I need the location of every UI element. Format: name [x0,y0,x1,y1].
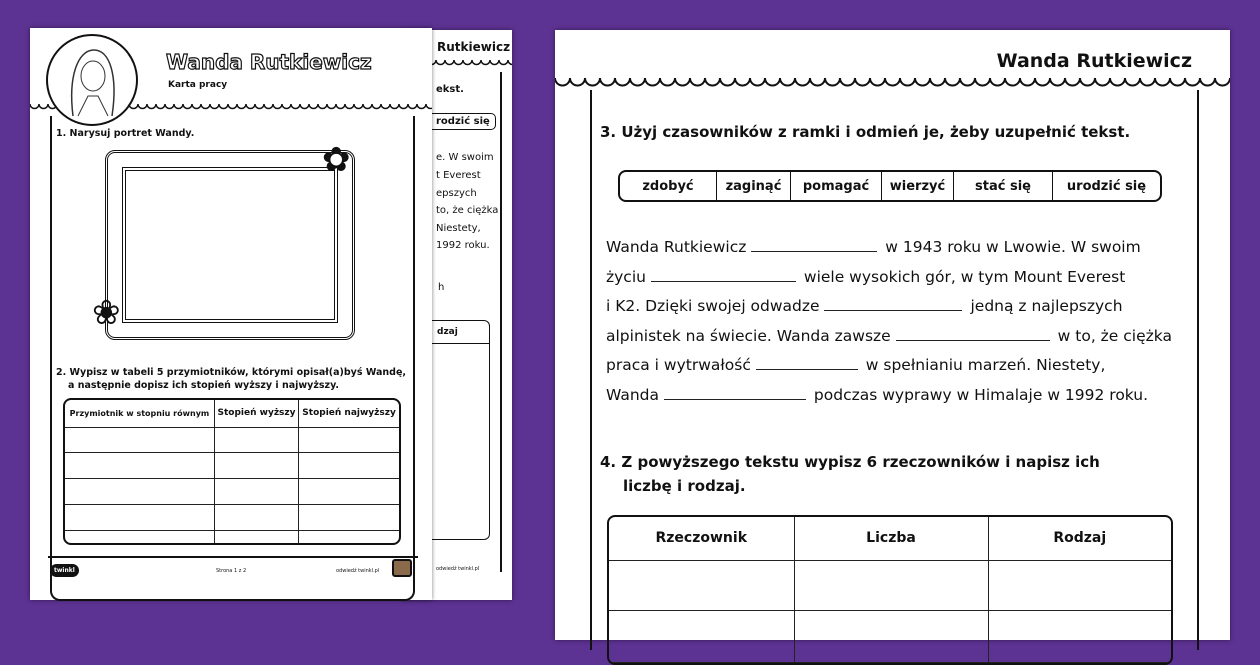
table-cell[interactable] [214,479,298,505]
text: życiu [606,267,651,286]
table-cell[interactable] [65,479,214,505]
page-title: Wanda Rutkiewicz [166,50,372,74]
paragraph-line [606,381,1172,411]
table-cell[interactable] [299,453,399,479]
question-3: 3. Użyj czasowników z ramki i odmień je, żeby uzupełnić tekst. [600,123,1131,141]
woman-portrait-icon [48,36,136,124]
table-cell[interactable] [65,453,214,479]
table-header: Liczba [794,517,988,560]
table-header: Przymiotnik w stopniu równym [65,400,214,427]
question-4-cont: liczbę i rodzaj. [623,477,746,495]
fragment: to, że ciężka [436,205,499,216]
blank-field[interactable] [824,310,962,311]
table-cell[interactable] [299,504,399,530]
blank-field[interactable] [664,399,806,400]
table-cell[interactable] [65,427,214,453]
table-cell[interactable] [609,610,794,663]
text: Wanda [606,385,664,404]
fragment: t Everest [436,170,481,181]
text: jedną z najlepszych [970,297,1123,316]
table-cell[interactable] [299,427,399,453]
table-cell[interactable] [299,530,399,543]
verb-option: pomagać [791,172,882,200]
table-header: Stopień najwyższy [299,400,399,427]
paragraph-line [606,233,1172,263]
paragraph-line [606,292,1172,322]
table-cell[interactable] [794,610,988,663]
back-page-title: Rutkiewicz [437,40,511,54]
verb-option: wierzyć [882,172,954,200]
text: Wanda Rutkiewicz [606,238,752,256]
fragment: e. W swoim [436,152,494,163]
table-cell[interactable] [214,530,298,543]
table-header: Rzeczownik [609,517,794,560]
worksheet-page-1[interactable] [30,28,432,600]
worksheet-page-2[interactable] [555,30,1230,640]
table-cell[interactable] [65,504,214,530]
question-4: 4. Z powyższego tekstu wypisz 6 rzeczowników i napisz ich [600,453,1100,471]
table-cell[interactable] [214,427,298,453]
paragraph-line [606,322,1172,352]
portrait-frame [105,150,355,340]
blank-field[interactable] [896,340,1050,341]
verb-option: zdobyć [620,172,717,200]
blank-field[interactable] [651,281,796,282]
table-cell[interactable] [299,479,399,505]
fragment: epszych [436,188,477,199]
verb-option: stać się [954,172,1053,200]
fill-in-paragraph [606,233,1172,411]
paragraph-line [606,351,1172,381]
blank-field[interactable] [751,251,877,252]
subtitle: Karta pracy [168,80,228,90]
fragment: Niestety, [436,223,481,234]
paragraph-line [606,263,1172,293]
text: praca i wytrwałość [606,356,756,375]
adjective-table [63,398,401,545]
footer-link[interactable]: odwiedź twinkl.pl [436,566,480,572]
table-header: Rodzaj [988,517,1171,560]
page-title: Wanda Rutkiewicz [996,50,1192,72]
text: w 1943 roku w Lwowie. W swoim [885,238,1141,256]
text: alpinistek na świecie. Wanda zawsze [606,326,896,345]
table-cell[interactable] [794,560,988,610]
table-cell[interactable] [609,560,794,610]
badge-icon [392,559,412,577]
text: w to, że ciężka [1057,326,1172,345]
table-cell[interactable] [988,610,1171,663]
question-1: 1. Narysuj portret Wandy. [56,128,195,139]
text: podczas wyprawy w Himalaje w 1992 roku. [813,385,1149,404]
table-cell[interactable] [65,530,214,543]
question-2-cont: a następnie dopisz ich stopień wyższy i najwyższy. [68,380,340,391]
flower-icon: ✿ [322,140,351,180]
table-header: Stopień wyższy [214,400,298,427]
flower-icon: ❀ [92,293,121,333]
fragment: 1992 roku. [436,240,490,251]
table-header-fragment: dzaj [420,321,489,344]
text: wiele wysokich gór, w tym Mount Everest [803,267,1126,286]
text: i K2. Dzięki swojej odwadze [606,297,825,316]
table-cell[interactable] [214,504,298,530]
table-cell[interactable] [988,560,1171,610]
blank-field[interactable] [756,369,858,370]
noun-table [607,515,1173,665]
verb-box [618,170,1162,202]
wave-divider [555,76,1230,90]
verb-option: urodzić się [1066,178,1147,194]
table-cell[interactable] [214,453,298,479]
question-2: 2. Wypisz w tabeli 5 przymiotników, którymi opisał(a)byś Wandę, [56,367,407,378]
portrait-illustration [46,34,138,126]
twinkl-logo: twinkl [50,564,79,577]
verb-option: zaginąć [717,172,791,200]
page-number: Strona 1 z 2 [216,568,247,574]
fragment: ekst. [436,84,464,95]
fragment: h [438,282,445,293]
footer-link[interactable]: odwiedź twinkl.pl [336,568,380,574]
verb-box-fragment: rodzić się [430,113,496,130]
text: w spełnianiu marzeń. Niestety, [865,356,1106,375]
